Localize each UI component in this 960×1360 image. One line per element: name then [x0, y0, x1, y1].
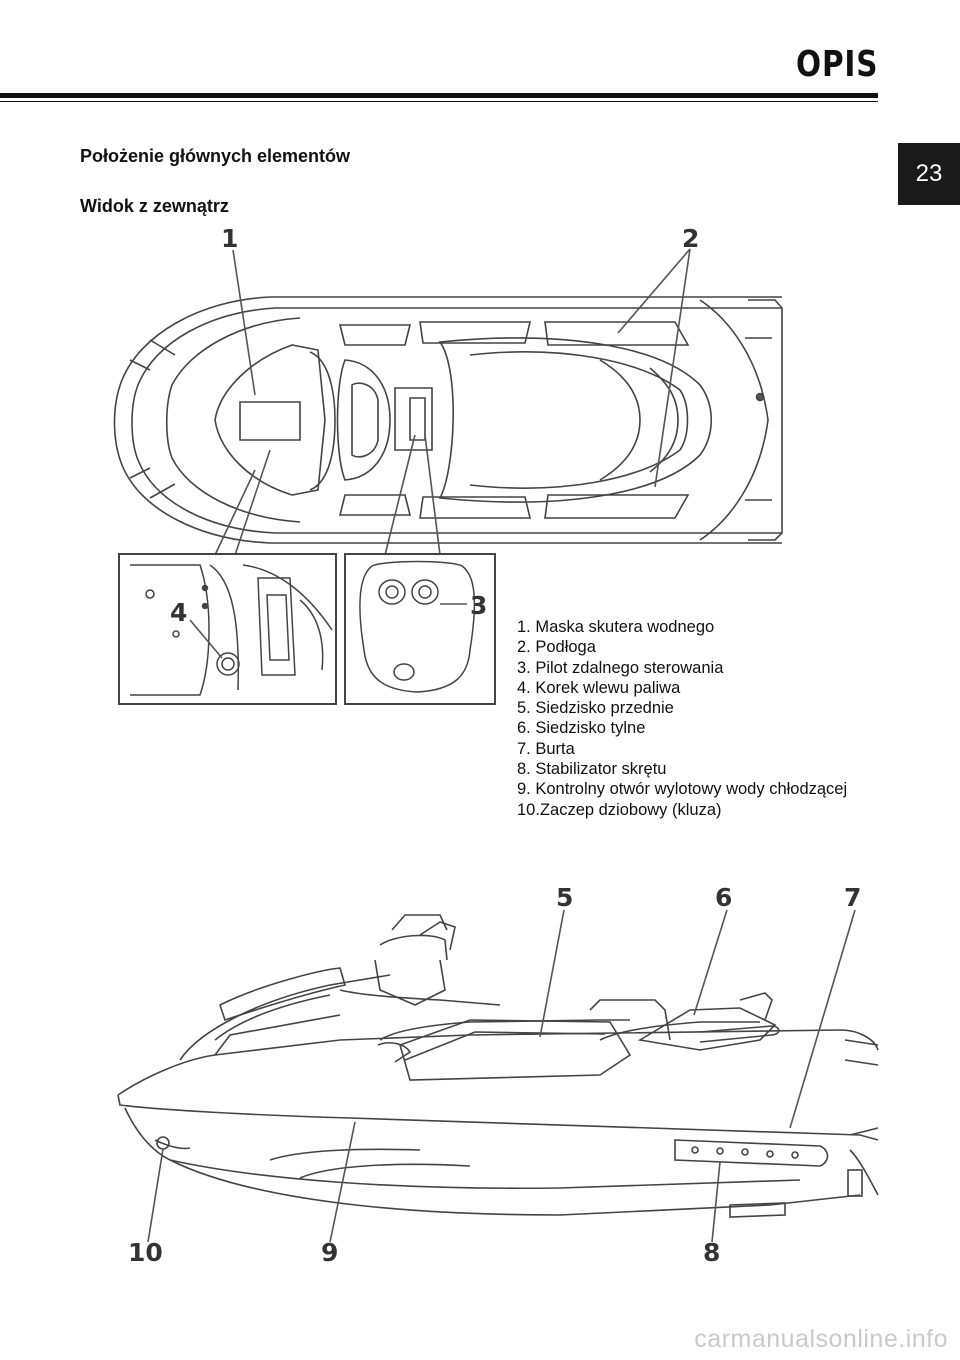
- parts-legend: [517, 617, 847, 820]
- legend-item: 9. Kontrolny otwór wylotowy wody chłodzącej: [517, 780, 848, 799]
- callout-10: 10: [128, 1238, 163, 1267]
- callout-5: 5: [556, 883, 574, 912]
- top-view-drawing: [115, 297, 783, 543]
- section-heading: Położenie głównych elementów: [80, 146, 351, 166]
- callout-9: 9: [321, 1238, 339, 1267]
- legend-item: 1. Maska skutera wodnego: [517, 618, 715, 636]
- legend-item: 7. Burta: [517, 739, 575, 758]
- inset-fuel-cap: [119, 554, 336, 704]
- page-number-tab: 23: [898, 143, 960, 205]
- legend-item: 4. Korek wlewu paliwa: [517, 678, 681, 697]
- legend-item: 8. Stabilizator skrętu: [517, 760, 667, 779]
- legend-item: 2. Podłoga: [517, 638, 596, 657]
- footer-watermark: carmanualsonline.info: [694, 1325, 948, 1353]
- subsection-heading: Widok z zewnątrz: [80, 196, 229, 216]
- side-view-drawing: [118, 915, 878, 1360]
- callout-7: 7: [844, 883, 862, 912]
- legend-item: 5. Siedzisko przednie: [517, 699, 674, 718]
- callout-4: 4: [170, 598, 188, 627]
- inset-remote-control: [345, 554, 495, 704]
- legend-item: 10.Zaczep dziobowy (kluza): [517, 800, 722, 819]
- callout-2: 2: [682, 224, 700, 253]
- callout-3: 3: [470, 591, 488, 620]
- chapter-title: OPIS: [795, 44, 878, 85]
- callout-6: 6: [715, 883, 733, 912]
- legend-item: 6. Siedzisko tylne: [517, 719, 646, 738]
- leader-lines-side: [148, 910, 855, 1242]
- callout-8: 8: [703, 1238, 721, 1267]
- callout-1: 1: [221, 224, 239, 253]
- legend-item: 3. Pilot zdalnego sterowania: [517, 658, 724, 677]
